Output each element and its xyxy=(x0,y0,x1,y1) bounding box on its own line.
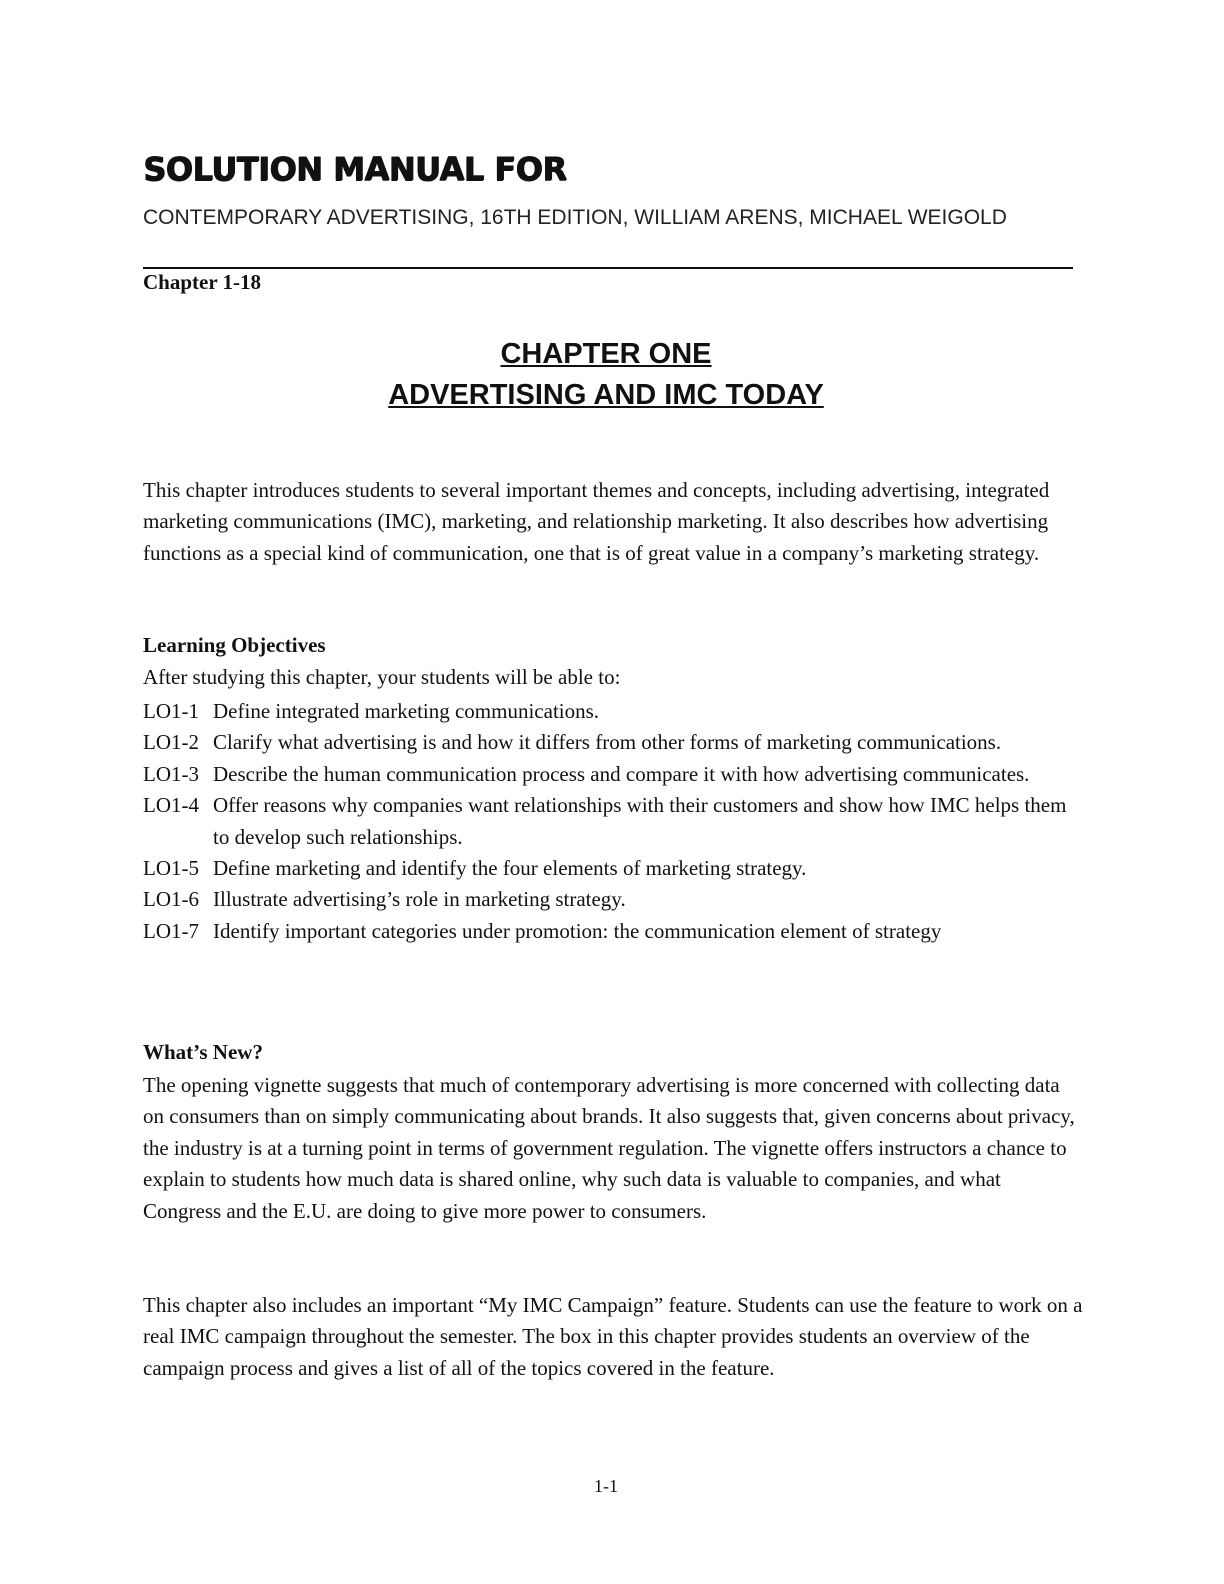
imc-campaign-paragraph: This chapter also includes an important “My IMC Campaign” feature. Students can use the feature to work on a real IMC campaign throughout the semester. The box in this chapter provides students an overview of the campaign process and gives a list of all of the topics covered in the feature. xyxy=(143,1293,1083,1380)
whats-new-paragraph: The opening vignette suggests that much of contemporary advertising is more concerned with collecting data on consumers than on simply communicating about brands. It also suggests that, given concerns about privacy, the industry is at a turning point in terms of government regulation. The vignette offers instructors a chance to explain to students how much data is shared online, why such data is valuable to companies, and what Congress and the E.U. are doing to give more power to consumers. xyxy=(143,1073,1075,1223)
objective-text: Define marketing and identify the four elements of marketing strategy. xyxy=(213,856,807,881)
learning-objectives-heading: Learning Objectives xyxy=(143,633,326,657)
objective-code: LO1-7 xyxy=(143,918,199,943)
header-divider xyxy=(143,267,1073,269)
list-item xyxy=(143,727,1083,758)
objective-text: Describe the human communication process and compare it with how advertising communicates. xyxy=(213,761,1030,786)
list-item xyxy=(143,790,1083,853)
intro-paragraph: This chapter introduces students to several important themes and concepts, including advertising, integrated marketing communications (IMC), marketing, and relationship marketing. It also describes how advertising functions as a special kind of communication, one that is of great value in a company’s marketing strategy. xyxy=(143,478,1050,565)
chapter-range: Chapter 1-18 xyxy=(143,270,262,294)
whats-new-heading: What’s New? xyxy=(143,1040,263,1064)
chapter-number-heading: CHAPTER ONE xyxy=(500,338,712,370)
objective-code: LO1-2 xyxy=(143,730,199,755)
list-item xyxy=(143,884,1083,915)
objective-code: LO1-3 xyxy=(143,761,199,786)
objective-code: LO1-1 xyxy=(143,699,199,723)
objective-text: Identify important categories under promotion: the communication element of strategy xyxy=(213,918,942,943)
objective-text: Illustrate advertising’s role in marketing strategy. xyxy=(213,887,626,912)
list-item xyxy=(143,696,1083,727)
objective-code: LO1-5 xyxy=(143,856,199,881)
objective-text: Offer reasons why companies want relationships with their customers and show how IMC helps them to develop such relationships. xyxy=(213,793,1067,849)
objective-text: Clarify what advertising is and how it differs from other forms of marketing communications. xyxy=(213,730,1002,755)
list-item xyxy=(143,853,1083,884)
list-item xyxy=(143,916,1083,947)
objective-code: LO1-6 xyxy=(143,887,199,912)
document-subtitle: CONTEMPORARY ADVERTISING, 16TH EDITION, WILLIAM ARENS, MICHAEL WEIGOLD xyxy=(143,206,1007,229)
learning-objectives-list xyxy=(143,696,1083,947)
chapter-title-heading: ADVERTISING AND IMC TODAY xyxy=(388,379,824,411)
objective-code: LO1-4 xyxy=(143,793,199,818)
list-item xyxy=(143,759,1083,790)
objective-text: Define integrated marketing communications. xyxy=(213,699,600,723)
page-number: 1-1 xyxy=(594,1476,618,1496)
document-title: SOLUTION MANUAL FOR xyxy=(143,150,567,188)
learning-objectives-lead: After studying this chapter, your students will be able to: xyxy=(143,665,621,689)
